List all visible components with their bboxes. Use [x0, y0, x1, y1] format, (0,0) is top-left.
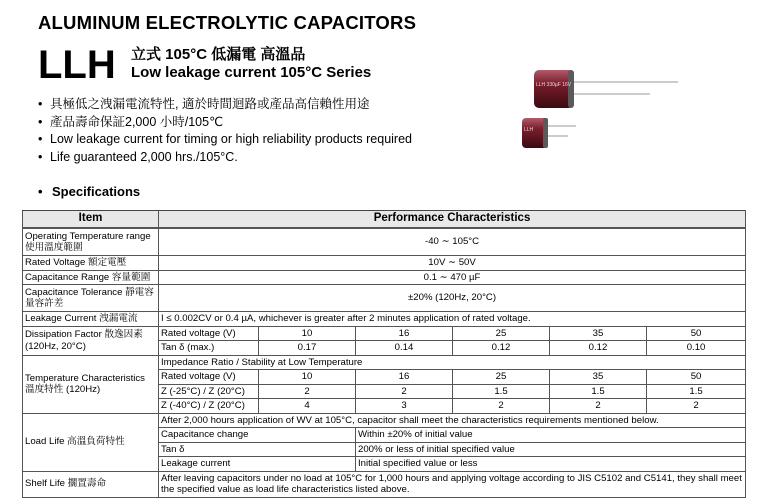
- table-row: [23, 256, 746, 271]
- row-value-operating-temp: -40 ∼ 105°C: [159, 228, 746, 256]
- table-row: [23, 471, 746, 497]
- feature-item: • Life guaranteed 2,000 hrs./105°C.: [38, 149, 412, 167]
- z25-cell: 1.5: [453, 384, 550, 399]
- z40-cell: 3: [356, 399, 453, 414]
- row-value-capacitance-range: 0.1 ∼ 470 µF: [159, 270, 746, 285]
- load-life-key: Leakage current: [159, 457, 356, 472]
- load-life-value: Within ±20% of initial value: [356, 428, 746, 443]
- row-label-capacitance-tolerance: Capacitance Tolerance 靜電容量容許差: [23, 285, 159, 312]
- z25-cell: 1.5: [647, 384, 746, 399]
- impedance-ratio-header: Impedance Ratio / Stability at Low Temperature: [159, 355, 746, 370]
- table-row: [23, 228, 746, 256]
- voltage-cell: 50: [647, 370, 746, 385]
- row-label-capacitance-range: Capacitance Range 容量範圍: [23, 270, 159, 285]
- table-row: [23, 312, 746, 327]
- voltage-cell: 16: [356, 326, 453, 341]
- capacitor-small-image: [518, 114, 578, 150]
- rated-voltage-label: Rated voltage (V): [159, 370, 259, 385]
- z40-label: Z (-40°C) / Z (20°C): [159, 399, 259, 414]
- row-label-load-life: Load Life 高溫負荷特性: [23, 413, 159, 471]
- row-label-rated-voltage: Rated Voltage 額定電壓: [23, 256, 159, 271]
- z40-cell: 2: [453, 399, 550, 414]
- table-header-row: [23, 211, 746, 229]
- z40-cell: 2: [550, 399, 647, 414]
- page-title: ALUMINUM ELECTROLYTIC CAPACITORS: [38, 12, 417, 33]
- feature-item: • Low leakage current for timing or high reliability products required: [38, 131, 412, 149]
- capacitor-large-label: LLH 330µF 16V: [536, 82, 572, 88]
- voltage-cell: 35: [550, 326, 647, 341]
- row-label-temperature-characteristics: Temperature Characteristics 溫度特性 (120Hz): [23, 355, 159, 413]
- load-life-key: Capacitance change: [159, 428, 356, 443]
- table-row: [23, 270, 746, 285]
- row-label-operating-temp: Operating Temperature range 使用溫度範圍: [23, 228, 159, 256]
- tan-delta-cell: 0.12: [453, 341, 550, 356]
- table-row: [23, 355, 746, 370]
- feature-item: • 產品壽命保証2,000 小時/105℃: [38, 114, 412, 132]
- voltage-cell: 10: [259, 326, 356, 341]
- row-value-leakage-current: I ≤ 0.002CV or 0.4 µA, whichever is greater after 2 minutes application of rated voltage.: [159, 312, 746, 327]
- z40-cell: 4: [259, 399, 356, 414]
- feature-item: • 具極低之洩漏電流特性, 適於時間迴路或產品高信賴性用途: [38, 96, 412, 114]
- series-name: LLH: [38, 43, 116, 87]
- voltage-cell: 50: [647, 326, 746, 341]
- z25-label: Z (-25°C) / Z (20°C): [159, 384, 259, 399]
- row-label-shelf-life: Shelf Life 擱置壽命: [23, 471, 159, 497]
- tan-delta-cell: 0.12: [550, 341, 647, 356]
- load-life-value: 200% or less of initial specified value: [356, 442, 746, 457]
- table-row: [23, 285, 746, 312]
- tan-delta-cell: 0.10: [647, 341, 746, 356]
- row-value-capacitance-tolerance: ±20% (120Hz, 20°C): [159, 285, 746, 312]
- row-label-dissipation-factor: Dissipation Factor 散逸因素 (120Hz, 20°C): [23, 326, 159, 355]
- spec-table: [22, 210, 746, 498]
- feature-list: [38, 96, 412, 166]
- voltage-cell: 10: [259, 370, 356, 385]
- z25-cell: 2: [259, 384, 356, 399]
- voltage-cell: 16: [356, 370, 453, 385]
- voltage-cell: 35: [550, 370, 647, 385]
- z25-cell: 2: [356, 384, 453, 399]
- tan-delta-cell: 0.17: [259, 341, 356, 356]
- table-row: [23, 326, 746, 341]
- load-life-key: Tan δ: [159, 442, 356, 457]
- load-life-intro: After 2,000 hours application of WV at 105°C, capacitor shall meet the characteristics requirements mentioned below.: [159, 413, 746, 428]
- header-performance: Performance Characteristics: [159, 211, 746, 229]
- voltage-cell: 25: [453, 326, 550, 341]
- specifications-heading: [38, 184, 140, 199]
- specifications-heading-text: Specifications: [52, 184, 141, 199]
- row-label-leakage-current: Leakage Current 洩漏電流: [23, 312, 159, 327]
- header-item: Item: [23, 211, 159, 229]
- voltage-cell: 25: [453, 370, 550, 385]
- capacitor-large-image: [530, 64, 680, 114]
- rated-voltage-label: Rated voltage (V): [159, 326, 259, 341]
- subtitle-english: Low leakage current 105°C Series: [131, 64, 372, 81]
- subtitle-chinese: 立式 105°C 低漏電 高溫品: [131, 46, 306, 63]
- z25-cell: 1.5: [550, 384, 647, 399]
- capacitor-small-label: LLH: [524, 127, 534, 133]
- bullet-icon: •: [38, 184, 43, 199]
- table-row: [23, 413, 746, 428]
- tan-delta-label: Tan δ (max.): [159, 341, 259, 356]
- row-value-shelf-life: After leaving capacitors under no load at 105°C for 1,000 hours and applying voltage according to JIS C5102 and C5141, they shall meet the specified value as load life characteristics listed above.: [159, 471, 746, 497]
- z40-cell: 2: [647, 399, 746, 414]
- load-life-value: Initial specified value or less: [356, 457, 746, 472]
- tan-delta-cell: 0.14: [356, 341, 453, 356]
- row-value-rated-voltage: 10V ∼ 50V: [159, 256, 746, 271]
